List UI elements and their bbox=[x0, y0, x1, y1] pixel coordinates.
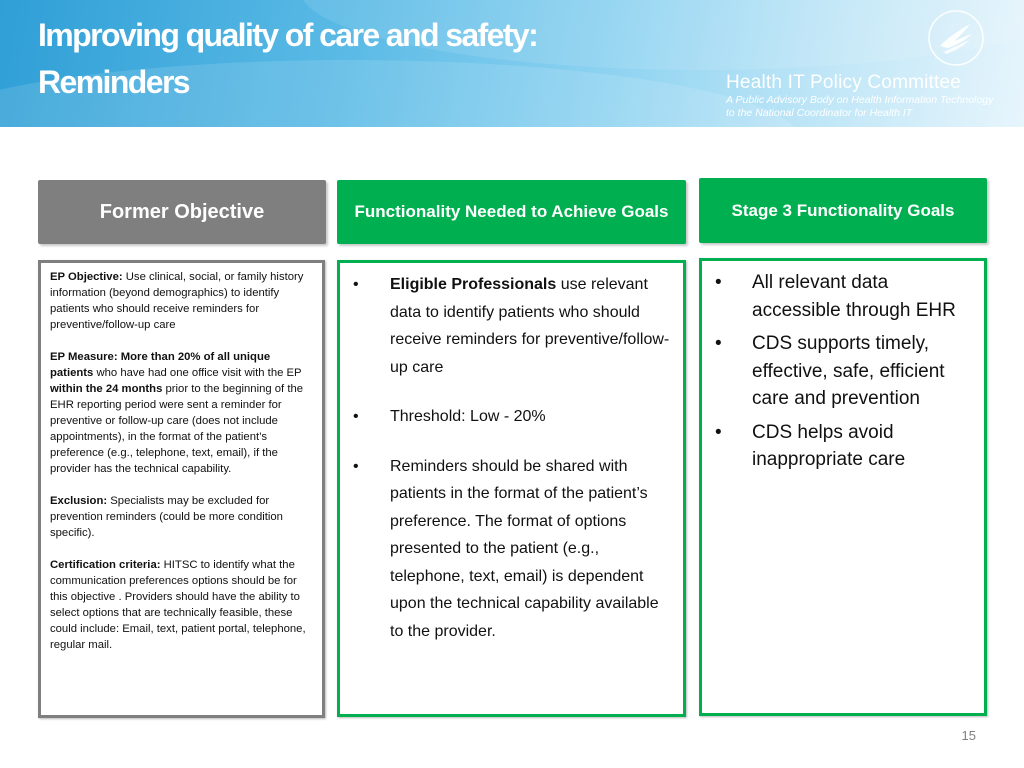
exclusion-paragraph bbox=[50, 493, 314, 541]
list-item bbox=[350, 271, 673, 381]
bullet-text: Reminders should be shared with patients in the format of the patient’s preference. The format of options presented to the patient (e.g., telephone, text, email) is dependent upon the technical capability available to the provider. bbox=[390, 457, 659, 640]
committee-subtitle-line2: to the National Coordinator for Health IT bbox=[726, 107, 913, 119]
bullet-marker: • bbox=[715, 421, 722, 443]
functionality-box bbox=[337, 260, 686, 717]
ep-measure-text: who have had one office visit with the EP bbox=[93, 367, 302, 379]
bullet-marker: • bbox=[353, 457, 359, 475]
bullet-text: Threshold: Low - 20% bbox=[390, 408, 546, 425]
committee-name: Health IT Policy Committee bbox=[726, 72, 962, 93]
ep-measure-paragraph bbox=[50, 349, 314, 477]
bullet-marker: • bbox=[715, 333, 722, 354]
certification-text: HITSC to identify what the communication preferences options should be for this objective . Providers should have the ability to select options that are technically feasible, these could include: Email, text, patient portal, telephone, regular mail. bbox=[50, 559, 306, 651]
former-objective-box bbox=[38, 260, 325, 718]
bullet-text: All relevant data accessible through EHR bbox=[752, 272, 956, 321]
exclusion-label: Exclusion: bbox=[50, 495, 108, 507]
bullet-marker: • bbox=[715, 272, 722, 293]
committee-subtitle-line1: A Public Advisory Body on Health Information Technology bbox=[726, 94, 994, 106]
list-item bbox=[712, 419, 974, 474]
former-objective-header: Former Objective bbox=[38, 180, 326, 244]
ep-measure-label: EP Measure: More than 20% of all unique patients bbox=[50, 351, 271, 379]
certification-label: Certification criteria: bbox=[50, 559, 161, 571]
slide-title-line1: Improving quality of care and safety: bbox=[38, 17, 538, 53]
ep-objective-label: EP Objective: bbox=[50, 271, 123, 283]
bullet-text: CDS supports timely, effective, safe, efficient care and prevention bbox=[752, 333, 945, 409]
list-item bbox=[350, 403, 673, 431]
list-item bbox=[712, 330, 974, 413]
bullet-text-body: use relevant data to identify patients who should receive reminders for preventive/follow-up care bbox=[390, 276, 670, 376]
list-item bbox=[350, 453, 673, 646]
slide-title bbox=[38, 12, 678, 106]
bullet-emphasis: Eligible Professionals bbox=[390, 276, 557, 293]
ep-objective-paragraph bbox=[50, 269, 314, 333]
ep-measure-text-cont: prior to the beginning of the EHR reporting period were sent a reminder for preventive or follow-up care (does not include appointments), in the format of the patient’s preference (e.g., telephone, text, email), if the provider has the technical capability. bbox=[50, 383, 304, 475]
committee-logo bbox=[726, 72, 1016, 120]
ep-objective-text: Use clinical, social, or family history information (beyond demographics) to identify patients who should receive reminders for preventive/follow-up care bbox=[50, 271, 304, 331]
list-item bbox=[712, 269, 974, 324]
stage3-goals-box bbox=[699, 258, 987, 716]
page-number: 15 bbox=[961, 728, 976, 743]
hhs-eagle-icon bbox=[926, 8, 986, 68]
ep-measure-emphasis: within the 24 months bbox=[50, 383, 163, 395]
bullet-text: CDS helps avoid inappropriate care bbox=[752, 421, 906, 470]
functionality-needed-header: Functionality Needed to Achieve Goals bbox=[337, 180, 686, 244]
bullet-marker: • bbox=[353, 408, 359, 425]
title-banner bbox=[0, 0, 1024, 127]
bullet-marker: • bbox=[353, 276, 359, 293]
bullet-text bbox=[390, 271, 673, 381]
stage3-goals-header: Stage 3 Functionality Goals bbox=[699, 178, 987, 243]
exclusion-text: Specialists may be excluded for prevention reminders (could be more condition specific). bbox=[50, 495, 283, 539]
slide-title-line2: Reminders bbox=[38, 64, 189, 100]
certification-paragraph bbox=[50, 557, 314, 653]
